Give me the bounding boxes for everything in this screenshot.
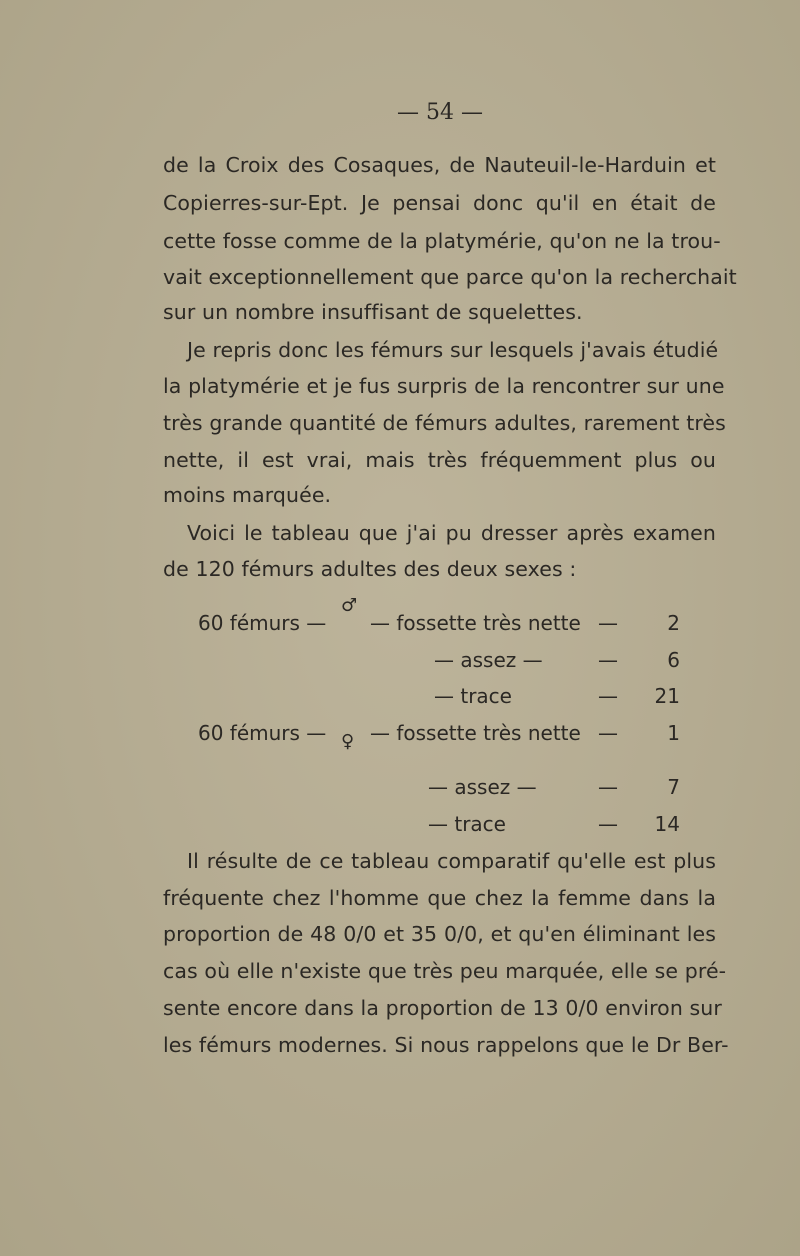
table-count: 7: [667, 775, 680, 799]
table-desc: — fossette très nette: [370, 721, 581, 745]
text-line: Il résulte de ce tableau comparatif qu'elle est plus: [187, 849, 716, 873]
table-count: 14: [654, 812, 680, 836]
text-line: de 120 fémurs adultes des deux sexes :: [163, 557, 577, 581]
page-number: — 54 —: [397, 100, 483, 125]
table-count: 6: [667, 648, 680, 672]
text-line: fréquente chez l'homme que chez la femme dans la: [163, 886, 716, 910]
table-sep: —: [598, 812, 618, 836]
text-line: Je repris donc les fémurs sur lesquels j'avais étudié: [187, 338, 719, 362]
text-line: Copierres-sur-Ept. Je pensai donc qu'il en était de: [163, 191, 716, 215]
text-line: cette fosse comme de la platymérie, qu'on ne la trou-: [163, 229, 721, 253]
text-line: moins marquée.: [163, 483, 332, 507]
text-line: cas où elle n'existe que très peu marquée, elle se pré-: [163, 959, 727, 983]
table-desc: — trace: [434, 684, 512, 708]
table-label-female: 60 fémurs —: [198, 721, 327, 745]
text-line: très grande quantité de fémurs adultes, rarement très: [163, 411, 726, 435]
table-sep: —: [598, 684, 618, 708]
table-sep: —: [598, 611, 618, 635]
table-count: 21: [654, 684, 680, 708]
text-line: vait exceptionnellement que parce qu'on la recherchait: [163, 265, 737, 289]
table-sep: —: [598, 648, 618, 672]
text-line: sente encore dans la proportion de 13 0/0 environ sur: [163, 996, 722, 1020]
text-line: sur un nombre insuffisant de squelettes.: [163, 300, 583, 324]
table-desc: — assez —: [434, 648, 543, 672]
female-symbol: ♀: [341, 731, 355, 752]
text-line: nette, il est vrai, mais très fréquemment plus ou: [163, 448, 716, 472]
male-symbol: ♂: [341, 595, 358, 616]
text-line: de la Croix des Cosaques, de Nauteuil-le-Harduin et: [163, 153, 716, 177]
table-count: 1: [667, 721, 680, 745]
table-sep: —: [598, 775, 618, 799]
table-label-male: 60 fémurs —: [198, 611, 327, 635]
table-sep: —: [598, 721, 618, 745]
text-line: Voici le tableau que j'ai pu dresser après examen: [187, 521, 716, 545]
table-count: 2: [667, 611, 680, 635]
text-line: la platymérie et je fus surpris de la rencontrer sur une: [163, 374, 725, 398]
text-line: les fémurs modernes. Si nous rappelons que le Dr Ber-: [163, 1033, 729, 1057]
table-desc: — assez —: [428, 775, 537, 799]
table-desc: — fossette très nette: [370, 611, 581, 635]
table-desc: — trace: [428, 812, 506, 836]
text-line: proportion de 48 0/0 et 35 0/0, et qu'en éliminant les: [163, 922, 716, 946]
